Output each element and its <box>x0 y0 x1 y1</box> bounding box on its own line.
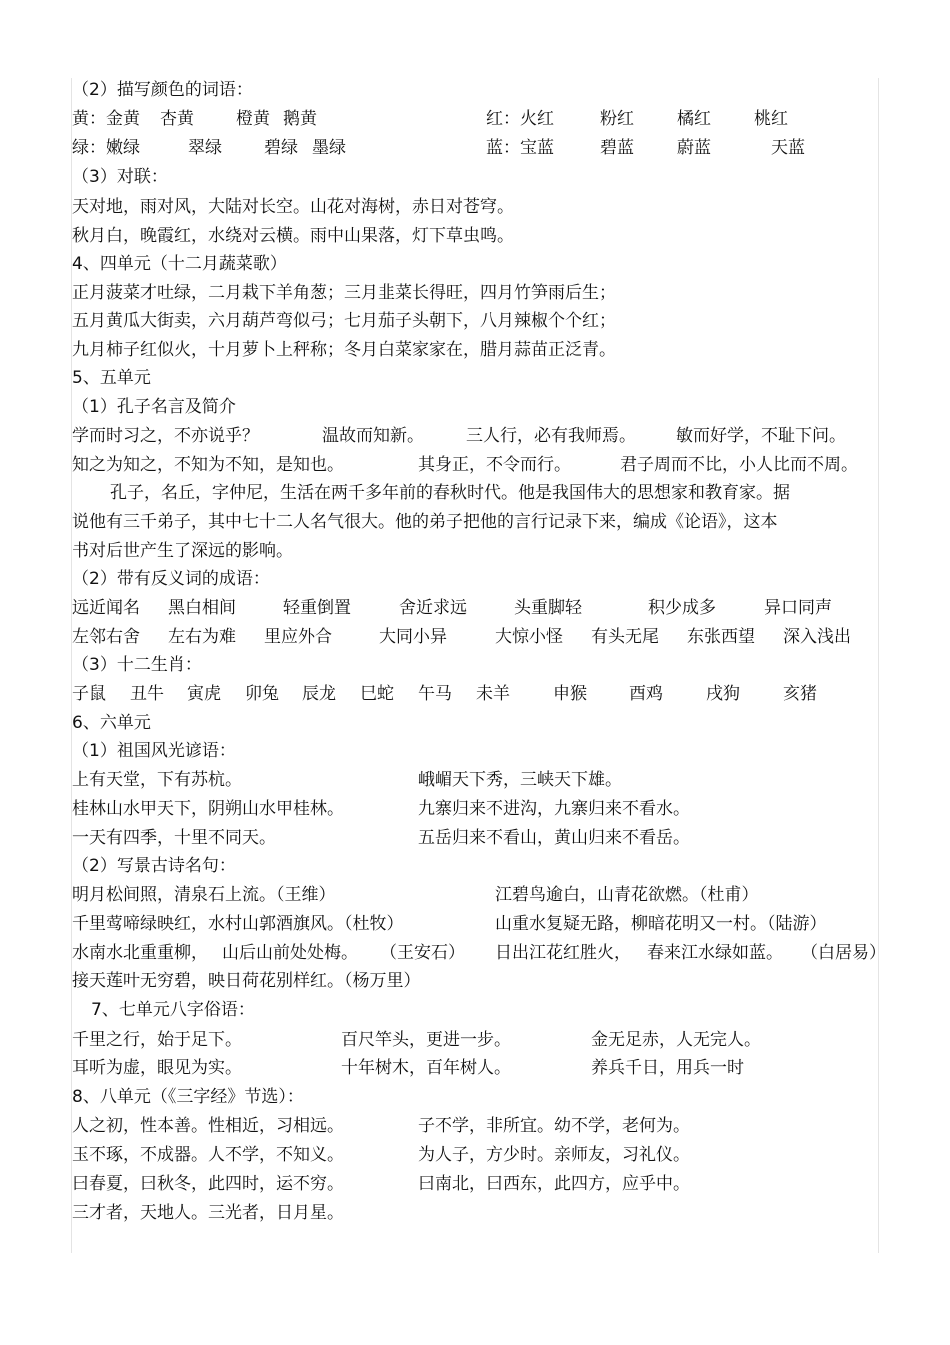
text-segment: 绿：嫩绿 <box>72 138 140 158</box>
text-segment: 蔚蓝 <box>677 138 711 158</box>
text-segment: 上有天堂，下有苏杭。 <box>72 770 242 790</box>
text-segment: 十年树木，百年树人。 <box>341 1058 511 1078</box>
text-segment: 巳蛇 <box>360 684 394 704</box>
text-segment: 桂林山水甲天下，阴朔山水甲桂林。 <box>72 799 344 819</box>
text-segment: 4、四单元（十二月蔬菜歌） <box>72 254 287 274</box>
text-segment: 左邻右舍 <box>72 627 140 647</box>
text-segment: 峨嵋天下秀，三峡天下雄。 <box>418 770 622 790</box>
text-segment: 百尺竿头，更进一步。 <box>341 1030 511 1050</box>
text-segment: 水南水北重重柳， <box>72 943 208 963</box>
text-segment: 黑白相间 <box>168 598 236 618</box>
text-segment: 江碧鸟逾白，山青花欲燃。（杜甫） <box>495 885 759 905</box>
text-segment: 说他有三千弟子，其中七十二人名气很大。他的弟子把他的言行记录下来，编成《论语》，这本 <box>72 512 778 532</box>
text-segment: （3）对联： <box>72 167 168 187</box>
right-margin-rule <box>878 78 879 1253</box>
text-segment: 大同小异 <box>379 627 447 647</box>
text-segment: 深入浅出 <box>783 627 851 647</box>
text-segment: 为人子，方少时。亲师友，习礼仪。 <box>418 1145 690 1165</box>
text-segment: 翠绿 <box>188 138 222 158</box>
text-segment: 黄：金黄 <box>72 109 140 129</box>
text-segment: 7、七单元八字俗语： <box>91 1000 255 1020</box>
text-segment: 丑牛 <box>130 684 164 704</box>
text-segment: 三人行，必有我师焉。 <box>466 426 636 446</box>
text-segment: 山重水复疑无路，柳暗花明又一村。（陆游） <box>495 914 827 934</box>
text-segment: 辰龙 <box>302 684 336 704</box>
text-segment: 三才者，天地人。三光者，日月星。 <box>72 1203 344 1223</box>
text-segment: （白居易） <box>801 943 886 963</box>
text-segment: 碧蓝 <box>600 138 634 158</box>
text-segment: 知之为知之，不知为不知，是知也。 <box>72 455 344 475</box>
text-segment: 敏而好学，不耻下问。 <box>676 426 846 446</box>
text-segment: 未羊 <box>476 684 510 704</box>
text-segment: 山后山前处处梅。 <box>222 943 358 963</box>
text-segment: 明月松间照，清泉石上流。（王维） <box>72 885 336 905</box>
text-segment: 君子周而不比，小人比而不周。 <box>620 455 858 475</box>
text-segment: 千里莺啼绿映红，水村山郭酒旗风。（杜牧） <box>72 914 404 934</box>
text-segment: 五岳归来不看山，黄山归来不看岳。 <box>418 828 690 848</box>
text-segment: （3）十二生肖： <box>72 655 202 675</box>
text-segment: 碧绿 <box>264 138 298 158</box>
text-segment: （王安石） <box>380 943 465 963</box>
text-segment: 里应外合 <box>264 627 332 647</box>
text-segment: 五月黄瓜大街卖，六月葫芦弯似弓；七月茄子头朝下，八月辣椒个个红； <box>72 311 616 331</box>
text-segment: 耳听为虚，眼见为实。 <box>72 1058 242 1078</box>
text-segment: 秋月白，晚霞红，水绕对云横。雨中山果落，灯下草虫鸣。 <box>72 226 514 246</box>
text-segment: 左右为难 <box>168 627 236 647</box>
text-segment: 远近闻名 <box>72 598 140 618</box>
text-segment: 积少成多 <box>648 598 716 618</box>
text-segment: 橘红 <box>677 109 711 129</box>
text-segment: 一天有四季，十里不同天。 <box>72 828 276 848</box>
text-segment: 亥猪 <box>783 684 817 704</box>
text-segment: 午马 <box>418 684 452 704</box>
text-segment: 曰春夏，曰秋冬，此四时，运不穷。 <box>72 1174 344 1194</box>
text-segment: 日出江花红胜火， <box>495 943 631 963</box>
text-segment: 温故而知新。 <box>322 426 424 446</box>
text-segment: 鹅黄 <box>283 109 317 129</box>
text-segment: （1）祖国风光谚语： <box>72 741 236 761</box>
text-segment: 粉红 <box>600 109 634 129</box>
text-segment: 寅虎 <box>187 684 221 704</box>
text-segment: 戌狗 <box>706 684 740 704</box>
text-segment: 千里之行，始于足下。 <box>72 1030 242 1050</box>
text-segment: 人之初，性本善。性相近，习相远。 <box>72 1116 344 1136</box>
text-segment: 春来江水绿如蓝。 <box>647 943 783 963</box>
text-segment: 九月柿子红似火，十月萝卜上秤称；冬月白菜家家在，腊月蒜苗正泛青。 <box>72 340 616 360</box>
text-segment: 天蓝 <box>771 138 805 158</box>
text-segment: （2）写景古诗名句： <box>72 856 236 876</box>
text-segment: 学而时习之，不亦说乎？ <box>72 426 259 446</box>
text-segment: 墨绿 <box>312 138 346 158</box>
text-segment: 橙黄 <box>236 109 270 129</box>
text-segment: 养兵千日，用兵一时 <box>591 1058 744 1078</box>
text-segment: 其身正，不令而行。 <box>418 455 571 475</box>
text-segment: （1）孔子名言及简介 <box>72 397 236 417</box>
text-segment: 申猴 <box>553 684 587 704</box>
text-segment: 正月菠菜才吐绿，二月栽下羊角葱；三月韭菜长得旺，四月竹笋雨后生； <box>72 283 616 303</box>
text-segment: 有头无尾 <box>591 627 659 647</box>
text-segment: 接天莲叶无穷碧，映日荷花别样红。（杨万里） <box>72 971 421 991</box>
text-segment: 杏黄 <box>160 109 194 129</box>
text-segment: 曰南北，曰西东，此四方，应乎中。 <box>418 1174 690 1194</box>
text-segment: 子鼠 <box>72 684 106 704</box>
text-segment: 舍近求远 <box>399 598 467 618</box>
text-segment: 大惊小怪 <box>495 627 563 647</box>
text-segment: 红：火红 <box>486 109 554 129</box>
text-segment: （2）带有反义词的成语： <box>72 569 270 589</box>
text-segment: 桃红 <box>754 109 788 129</box>
text-segment: 东张西望 <box>687 627 755 647</box>
text-segment: 头重脚轻 <box>514 598 582 618</box>
text-segment: 卯兔 <box>245 684 279 704</box>
text-segment: 孔子，名丘，字仲尼，生活在两千多年前的春秋时代。他是我国伟大的思想家和教育家。据 <box>110 483 790 503</box>
text-segment: 异口同声 <box>764 598 832 618</box>
text-segment: 酉鸡 <box>629 684 663 704</box>
text-segment: 轻重倒置 <box>283 598 351 618</box>
text-segment: 6、六单元 <box>72 713 151 733</box>
text-segment: 九寨归来不进沟，九寨归来不看水。 <box>418 799 690 819</box>
text-segment: 玉不琢，不成器。人不学，不知义。 <box>72 1145 344 1165</box>
text-segment: 8、八单元（《三字经》节选）： <box>72 1087 304 1107</box>
text-segment: 5、五单元 <box>72 368 151 388</box>
text-segment: 蓝：宝蓝 <box>486 138 554 158</box>
text-segment: 金无足赤，人无完人。 <box>591 1030 761 1050</box>
text-segment: 书对后世产生了深远的影响。 <box>72 541 293 561</box>
text-segment: 子不学，非所宜。幼不学，老何为。 <box>418 1116 690 1136</box>
text-segment: （2）描写颜色的词语： <box>72 80 253 100</box>
text-segment: 天对地，雨对风，大陆对长空。山花对海树，赤日对苍穹。 <box>72 197 514 217</box>
